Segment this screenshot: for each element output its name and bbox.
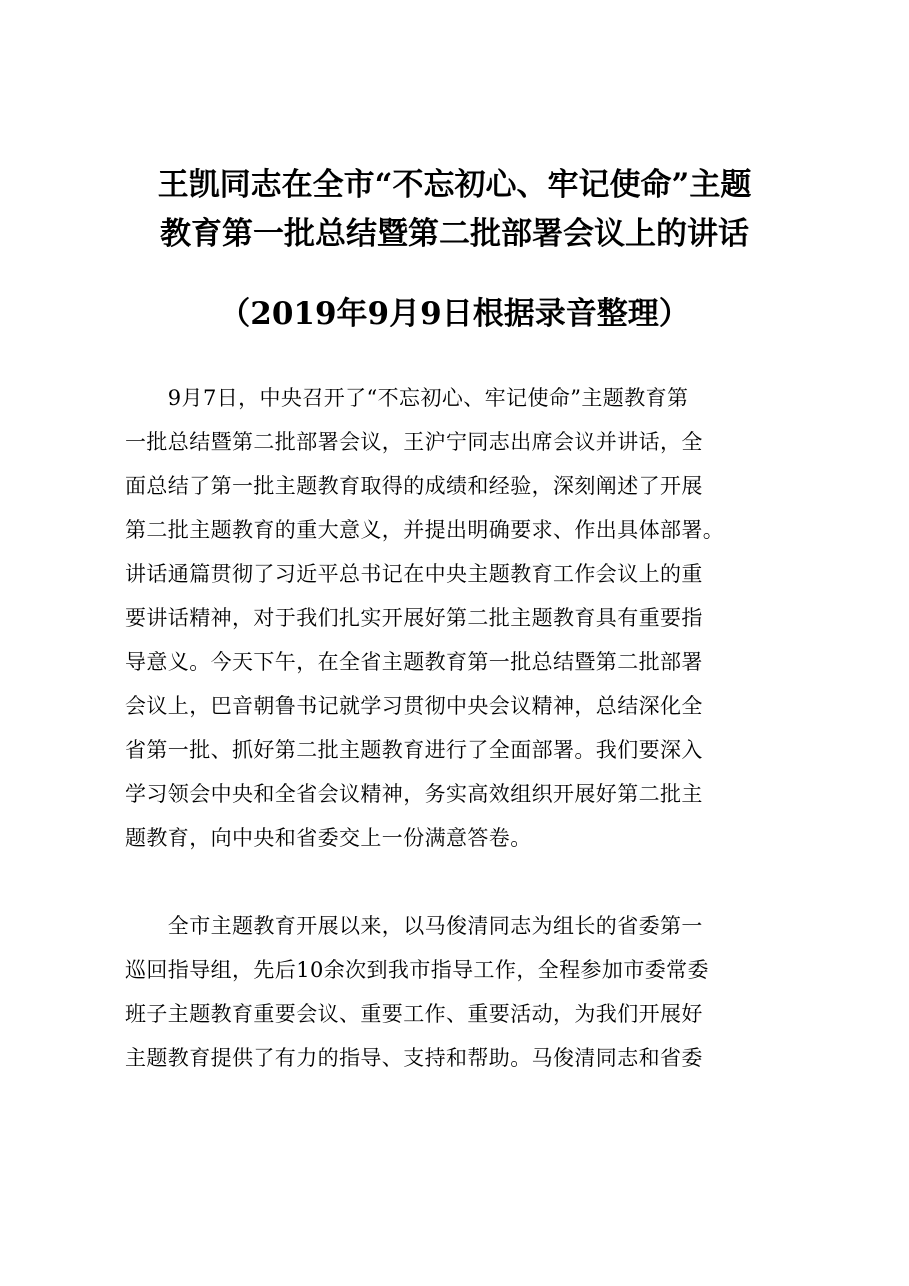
paragraph-2-line: 全市主题教育开展以来，以马俊清同志为组长的省委第一 [125,914,703,938]
paragraph-1-line: 讲话通篇贯彻了习近平总书记在中央主题教育工作会议上的重 [125,562,703,586]
document-title-line-1: 王凯同志在全市“不忘初心、牢记使命”主题 [157,167,752,203]
paragraph-1-line: 9月7日，中央召开了“不忘初心、牢记使命”主题教育第 [125,386,689,410]
paragraph-1-line: 会议上，巴音朝鲁书记就学习贯彻中央会议精神，总结深化全 [125,694,703,718]
paragraph-1-line: 面总结了第一批主题教育取得的成绩和经验，深刻阐述了开展 [125,474,703,498]
document-subtitle: （2019年9月9日根据录音整理） [219,296,690,332]
paragraph-1-line: 题教育，向中央和省委交上一份满意答卷。 [125,826,532,850]
paragraph-2 [125,904,825,1080]
paragraph-1-line: 一批总结暨第二批部署会议，王沪宁同志出席会议并讲话，全 [125,430,703,454]
paragraph-2-line: 主题教育提供了有力的指导、支持和帮助。马俊清同志和省委 [125,1046,703,1070]
paragraph-1-line: 要讲话精神，对于我们扎实开展好第二批主题教育具有重要指 [125,606,703,630]
paragraph-1-line: 导意义。今天下午，在全省主题教育第一批总结暨第二批部署 [125,650,703,674]
paragraph-2-line: 班子主题教育重要会议、重要工作、重要活动，为我们开展好 [125,1002,703,1026]
paragraph-1-line: 第二批主题教育的重大意义，并提出明确要求、作出具体部署。 [125,518,725,542]
paragraph-1-line: 省第一批、抓好第二批主题教育进行了全面部署。我们要深入 [125,738,703,762]
document-title-line-2: 教育第一批总结暨第二批部署会议上的讲话 [160,216,749,252]
paragraph-2-line: 巡回指导组，先后10余次到我市指导工作，全程参加市委常委 [125,958,709,982]
paragraph-1 [125,376,825,860]
paragraph-1-line: 学习领会中央和全省会议精神，务实高效组织开展好第二批主 [125,782,703,806]
